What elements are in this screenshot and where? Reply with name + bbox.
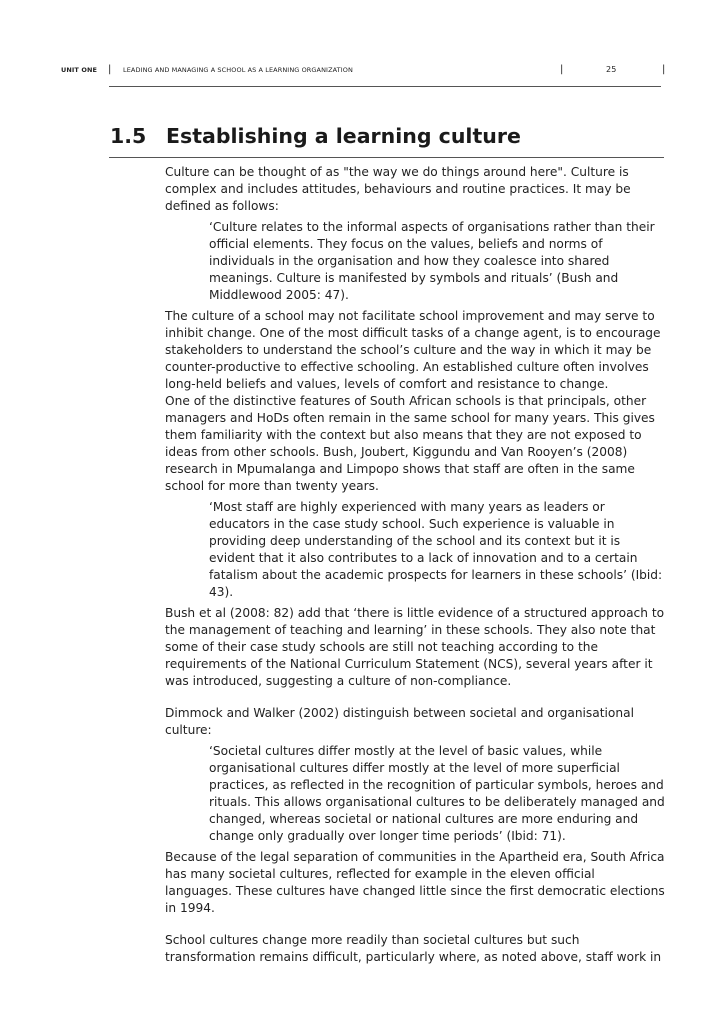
heading-divider	[109, 157, 664, 158]
header-separator: |	[108, 64, 112, 75]
header-separator: |	[560, 64, 564, 75]
paragraph: One of the distinctive features of South African schools is that principals, other managers and HoDs often remain in the same school for many years. This gives them familiarity with the context but also means that they are not exposed to ideas from other schools. Bush, Joubert, Kiggundu and Van Rooyen’s (2008) research in Mpumalanga and Limpopo shows that staff are often in the same school for more than twenty years.	[165, 394, 655, 493]
paragraph: Because of the legal separation of communities in the Apartheid era, South Africa has many societal cultures, reflected for example in the eleven official languages. These cultures have changed little since the first democratic elections in 1994.	[165, 850, 665, 915]
paragraph: Dimmock and Walker (2002) distinguish between societal and organisational culture:	[165, 706, 634, 737]
paragraph: Bush et al (2008: 82) add that ‘there is little evidence of a structured approach to the management of teaching and learning’ in these schools. They also note that some of their case study schools are still not teaching according to the requirements of the National Curriculum Statement (NCS), several years after it was introduced, suggesting a culture of non-compliance.	[165, 606, 665, 688]
header-title: LEADING AND MANAGING A SCHOOL AS A LEARNING ORGANIZATION	[123, 66, 353, 74]
page-number: 25	[606, 65, 617, 74]
paragraph: School cultures change more readily than societal cultures but such transformation remains difficult, particularly where, as noted above, staff work in	[165, 933, 662, 964]
block-quote: ‘Most staff are highly experienced with many years as leaders or educators in the case study school. Such experience is valuable in providing deep understanding of the school and its context but it is evident that it also contributes to a lack of innovation and to a certain fatalism about the academic prospects for learners in these schools’ (Ibid: 43).	[209, 500, 663, 599]
section-title: Establishing a learning culture	[166, 124, 521, 148]
paragraph: Culture can be thought of as "the way we do things around here". Culture is complex and includes attitudes, behaviours and routine practices. It may be defined as follows:	[165, 165, 631, 213]
section-heading	[110, 124, 521, 148]
block-quote: ‘Culture relates to the informal aspects of organisations rather than their official elements. They focus on the values, beliefs and norms of individuals in the organisation and how they coalesce into shared meanings. Culture is manifested by symbols and rituals’ (Bush and Middlewood 2005: 47).	[209, 220, 655, 302]
paragraph: The culture of a school may not facilitate school improvement and may serve to inhibit change. One of the most difficult tasks of a change agent, is to encourage stakeholders to understand the school’s culture and the way in which it may be counter-productive to effective schooling. An established culture often involves long-held beliefs and values, levels of comfort and resistance to change.	[165, 309, 661, 391]
running-header	[61, 64, 667, 78]
section-number: 1.5	[110, 124, 147, 148]
block-quote: ‘Societal cultures differ mostly at the level of basic values, while organisational cultures differ mostly at the level of more superficial practices, as reflected in the recognition of particular symbols, heroes and rituals. This allows organisational cultures to be deliberately managed and changed, whereas societal or national cultures are more enduring and change only gradually over longer time periods’ (Ibid: 71).	[209, 744, 665, 843]
header-unit: UNIT ONE	[61, 66, 98, 74]
header-divider	[109, 86, 661, 87]
header-separator: |	[662, 64, 666, 75]
body-text	[165, 164, 665, 966]
